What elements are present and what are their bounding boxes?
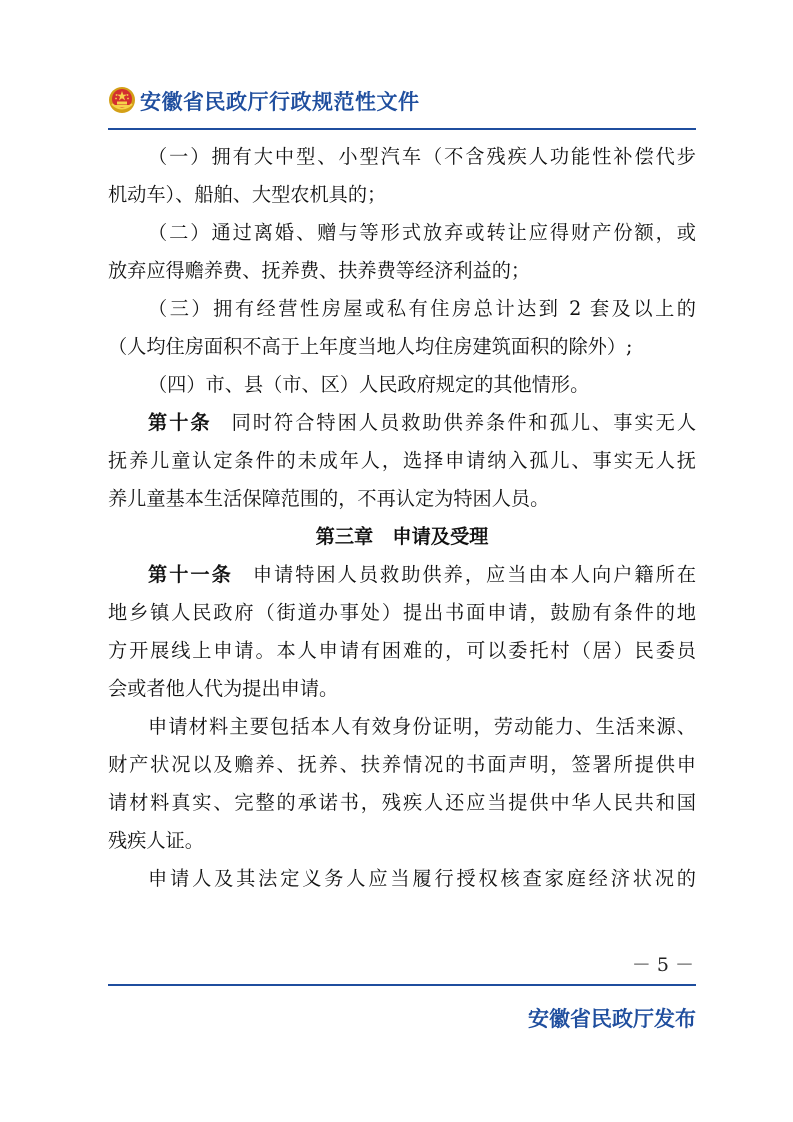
text-line: （一）拥有大中型、小型汽车（不含残疾人功能性补偿代步: [148, 145, 696, 168]
article-10: [108, 404, 696, 518]
article-label: 第十条: [148, 411, 212, 434]
text-line: 地乡镇人民政府（街道办事处）提出书面申请，鼓励有条件的地: [108, 601, 696, 624]
text-line: 财产状况以及赡养、抚养、扶养情况的书面声明，签署所提供申: [108, 753, 696, 776]
text-line: 方开展线上申请。本人申请有困难的，可以委托村（居）民委员: [108, 639, 696, 662]
paragraph-item-4: [108, 366, 696, 404]
chapter-heading: 第三章 申请及受理: [315, 525, 489, 548]
paragraph-materials: [108, 708, 696, 860]
text-line: 机动车）、船舶、大型农机具的；: [108, 183, 387, 206]
text-line: 放弃应得赡养费、抚养费、扶养费等经济利益的；: [108, 259, 531, 282]
article-text: 申请特困人员救助供养，应当由本人向户籍所在: [252, 563, 696, 586]
article-label: 第十一条: [148, 563, 233, 586]
article-11: [108, 556, 696, 708]
paragraph-item-2: [108, 214, 696, 290]
header-title: 安徽省民政厅行政规范性文件: [140, 90, 420, 114]
page-number: － 5 －: [631, 954, 694, 976]
footer-divider: [108, 984, 696, 986]
national-emblem-icon: [108, 86, 136, 114]
article-text: 同时符合特困人员救助供养条件和孤儿、事实无人: [231, 411, 696, 434]
text-line: （二）通过离婚、赠与等形式放弃或转让应得财产份额，或: [148, 221, 696, 244]
paragraph-item-1: [108, 138, 696, 214]
text-line: 养儿童基本生活保障范围的，不再认定为特困人员。: [108, 487, 550, 510]
text-line: 残疾人证。: [108, 829, 204, 852]
footer-publisher: 安徽省民政厅发布: [528, 1007, 696, 1031]
text-line: 申请材料主要包括本人有效身份证明，劳动能力、生活来源、: [148, 715, 696, 738]
text-line: 申请人及其法定义务人应当履行授权核查家庭经济状况的: [148, 867, 696, 890]
text-line: （三）拥有经营性房屋或私有住房总计达到 2 套及以上的: [148, 297, 696, 320]
document-header: [108, 84, 696, 120]
text-line: [108, 404, 696, 442]
text-line: 请材料真实、完整的承诺书，残疾人还应当提供中华人民共和国: [108, 791, 696, 814]
text-line: （人均住房面积不高于上年度当地人均住房建筑面积的除外）;: [108, 335, 633, 358]
document-body: [108, 138, 696, 898]
text-line: 会或者他人代为提出申请。: [108, 677, 339, 700]
paragraph-authorization: [108, 860, 696, 898]
text-line: （四）市、县（市、区）人民政府规定的其他情形。: [148, 373, 590, 396]
header-divider: [108, 128, 696, 130]
text-line: [108, 556, 696, 594]
text-line: 抚养儿童认定条件的未成年人，选择申请纳入孤儿、事实无人抚: [108, 449, 696, 472]
paragraph-item-3: [108, 290, 696, 366]
